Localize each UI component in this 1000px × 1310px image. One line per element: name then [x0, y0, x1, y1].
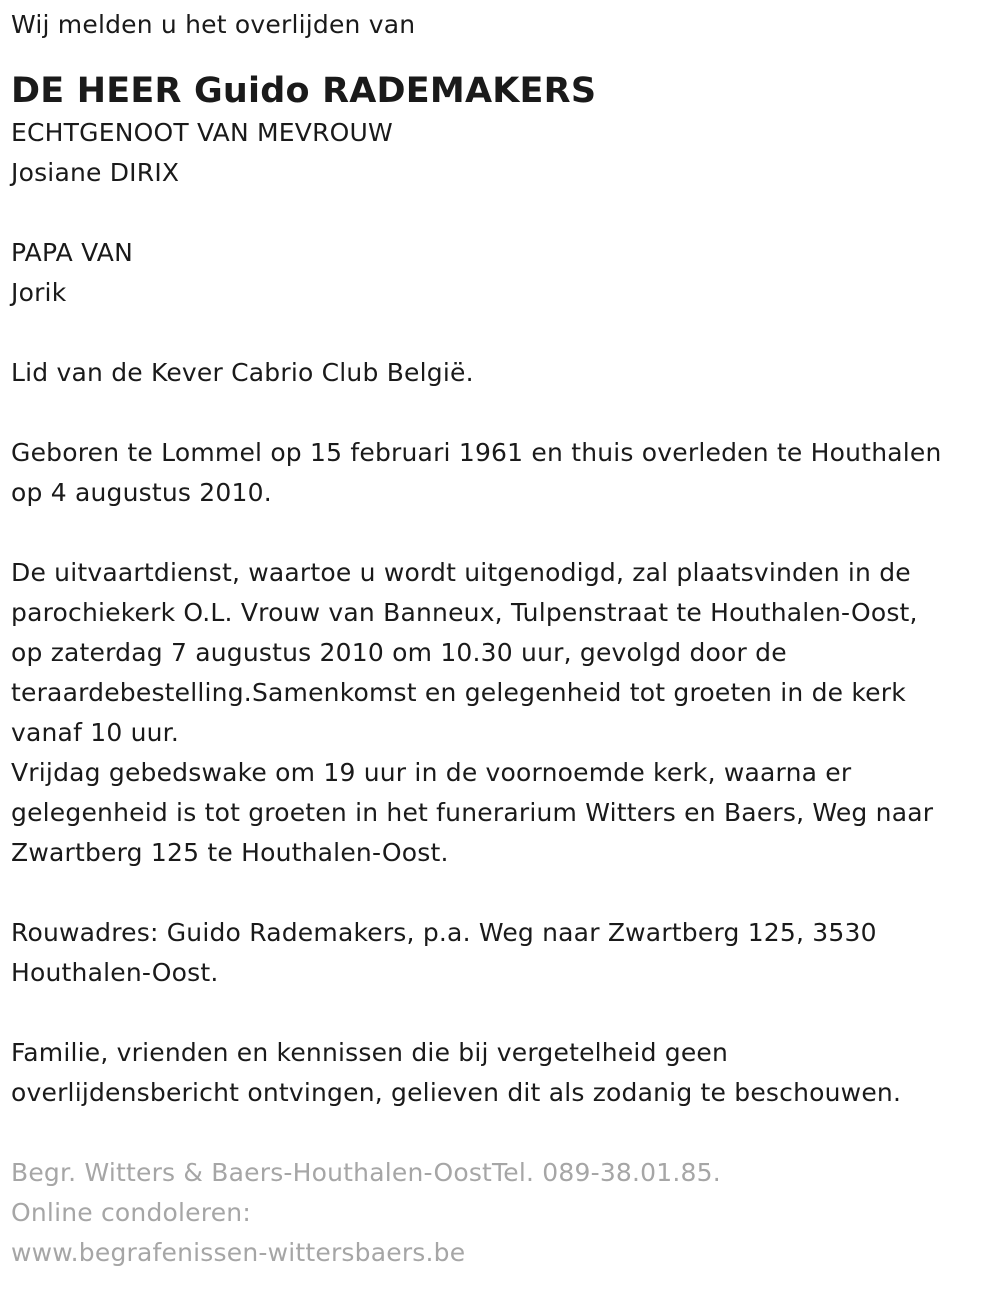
spacer — [11, 313, 996, 353]
membership-text: Lid van de Kever Cabrio Club België. — [11, 358, 474, 387]
obituary-notice — [11, 5, 996, 1273]
child-name: Jorik — [11, 278, 67, 307]
spacer — [11, 193, 996, 233]
footer — [11, 1153, 996, 1273]
text-line: overlijdensbericht ontvingen, gelieven dit als zodanig te beschouwen. — [11, 1078, 902, 1107]
condolences-label: Online condoleren: — [11, 1198, 251, 1227]
text-line: Rouwadres: Guido Rademakers, p.a. Weg naar Zwartberg 125, 3530 — [11, 918, 877, 947]
parent-label: PAPA VAN — [11, 238, 134, 267]
deceased-name: DE HEER Guido RADEMAKERS — [11, 71, 597, 111]
notice-paragraph — [11, 1033, 996, 1113]
text-line: Geboren te Lommel op 15 februari 1961 en thuis overleden te Houthalen — [11, 438, 942, 467]
text-line: parochiekerk O.L. Vrouw van Banneux, Tulpenstraat te Houthalen-Oost, — [11, 598, 918, 627]
text-line: Zwartberg 125 te Houthalen-Oost. — [11, 838, 449, 867]
intro-text: Wij melden u het overlijden van — [11, 10, 416, 39]
text-line: Houthalen-Oost. — [11, 958, 219, 987]
text-line: vanaf 10 uur. — [11, 718, 180, 747]
birth-death-paragraph — [11, 433, 996, 513]
text-line: Familie, vrienden en kennissen die bij vergetelheid geen — [11, 1038, 729, 1067]
spacer — [11, 513, 996, 553]
undertaker-info: Begr. Witters & Baers-Houthalen-OostTel. 089-38.01.85. — [11, 1158, 721, 1187]
text-line: op zaterdag 7 augustus 2010 om 10.30 uur, gevolgd door de — [11, 638, 787, 667]
spacer — [11, 873, 996, 913]
text-line: De uitvaartdienst, waartoe u wordt uitgenodigd, zal plaatsvinden in de — [11, 558, 911, 587]
wake-paragraph — [11, 753, 996, 873]
text-line: op 4 augustus 2010. — [11, 478, 272, 507]
spacer — [11, 993, 996, 1033]
text-line: gelegenheid is tot groeten in het funerarium Witters en Baers, Weg naar — [11, 798, 934, 827]
spacer — [11, 393, 996, 433]
website-link[interactable]: www.begrafenissen-wittersbaers.be — [11, 1238, 466, 1267]
spouse-label: ECHTGENOOT VAN MEVROUW — [11, 118, 393, 147]
spouse-name: Josiane DIRIX — [11, 158, 180, 187]
spacer — [11, 1113, 996, 1153]
text-line: teraardebestelling.Samenkomst en gelegenheid tot groeten in de kerk — [11, 678, 906, 707]
address-paragraph — [11, 913, 996, 993]
text-line: Vrijdag gebedswake om 19 uur in de voornoemde kerk, waarna er — [11, 758, 852, 787]
funeral-paragraph — [11, 553, 996, 753]
